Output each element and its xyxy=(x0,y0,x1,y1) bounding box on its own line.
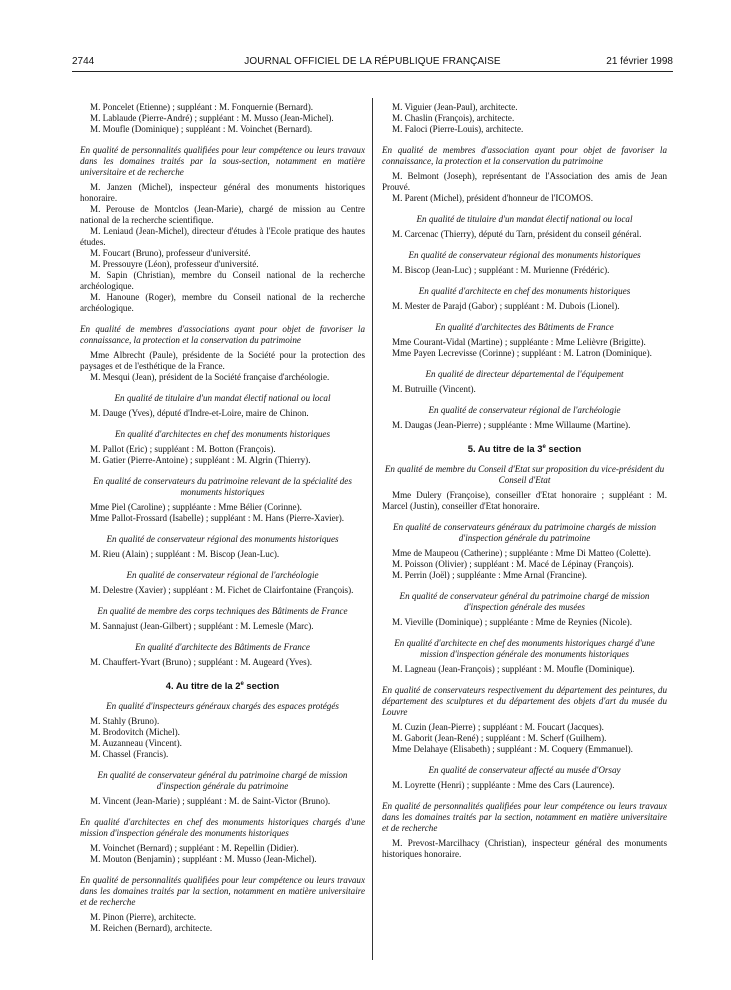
right-column xyxy=(382,102,667,860)
member-entry: M. Leniaud (Jean-Michel), directeur d'études à l'Ecole pratique des hautes études. xyxy=(80,226,365,247)
member-entry: M. Sapin (Christian), membre du Conseil national de la recherche archéologique. xyxy=(80,270,365,291)
category-heading: En qualité de conservateur régional de l'archéologie xyxy=(126,570,319,580)
category-heading: En qualité de membres d'associations ayant pour objet de favoriser la connaissance, la protection et la conservation du patrimoine xyxy=(80,324,365,345)
member-entry: M. Mesqui (Jean), président de la Société française d'archéologie. xyxy=(90,372,330,382)
member-entry: M. Gaborit (Jean-René) ; suppléant : M. Scherf (Guilhem). xyxy=(392,733,607,744)
member-entry: M. Cuzin (Jean-Pierre) ; suppléant : M. Foucart (Jacques). xyxy=(392,722,604,733)
member-entry: M. Pallot (Eric) ; suppléant : M. Botton (François). xyxy=(90,444,276,454)
member-entry: Mme Albrecht (Paule), présidente de la Société pour la protection des paysages et de l'esthétique de la France. xyxy=(80,350,365,371)
category-heading: En qualité de conservateur général du patrimoine chargé de mission d'inspection générale du patrimoine xyxy=(97,770,348,792)
member-entry: M. Vieville (Dominique) ; suppléante : Mme de Reynies (Nicole). xyxy=(392,617,632,628)
member-entry: Mme de Maupeou (Catherine) ; suppléante : Mme Di Matteo (Colette). xyxy=(392,548,651,559)
member-entry: M. Foucart (Bruno), professeur d'université. xyxy=(90,248,251,258)
member-entry: M. Stahly (Bruno). xyxy=(90,716,160,727)
member-entry: M. Mouton (Benjamin) ; suppléant : M. Musso (Jean-Michel). xyxy=(90,854,317,865)
category-heading: En qualité de membre des corps techniques des Bâtiments de France xyxy=(97,606,348,616)
publication-date: 21 février 1998 xyxy=(606,56,673,67)
member-entry: M. Sannajust (Jean-Gilbert) ; suppléant : M. Lemesle (Marc). xyxy=(90,621,314,631)
member-entry: M. Moufle (Dominique) ; suppléant : M. Voinchet (Bernard). xyxy=(90,124,313,134)
member-entry: M. Chaslin (François), architecte. xyxy=(392,113,515,123)
member-entry: M. Voinchet (Bernard) ; suppléant : M. Repellin (Didier). xyxy=(90,843,299,854)
section-heading: 4. Au titre de la 2e section xyxy=(165,680,280,692)
category-heading: En qualité de personnalités qualifiées pour leur compétence ou leurs travaux dans les domaines traités par la section, notamment en matière universitaire et de recherche xyxy=(382,801,667,834)
member-entry: Mme Payen Lecrevisse (Corinne) ; suppléant : M. Latron (Dominique). xyxy=(392,348,652,358)
member-entry: Mme Courant-Vidal (Martine) ; suppléante : Mme Lelièvre (Brigitte). xyxy=(392,337,646,347)
member-entry: M. Parent (Michel), président d'honneur de l'ICOMOS. xyxy=(392,193,594,203)
member-entry: M. Lablaude (Pierre-André) ; suppléant : M. Musso (Jean-Michel). xyxy=(90,113,334,123)
column-divider xyxy=(372,98,373,960)
member-entry: M. Mester de Parajd (Gabor) ; suppléant : M. Dubois (Lionel). xyxy=(392,301,620,311)
member-entry: Mme Piel (Caroline) ; suppléante : Mme Bélier (Corinne). xyxy=(90,502,302,512)
member-entry: M. Pressouyre (Léon), professeur d'université. xyxy=(90,259,259,269)
member-entry: M. Perouse de Montclos (Jean-Marie), chargé de mission au Centre national de la recherche scientifique. xyxy=(80,204,365,225)
member-entry: M. Reichen (Bernard), architecte. xyxy=(90,923,213,934)
member-entry: M. Loyrette (Henri) ; suppléante : Mme des Cars (Laurence). xyxy=(392,780,615,791)
category-heading: En qualité d'architectes en chef des monuments historiques chargés d'une mission d'inspection générale des monuments historiques xyxy=(80,817,365,839)
left-column xyxy=(80,102,365,934)
member-entry: M. Biscop (Jean-Luc) ; suppléant : M. Murienne (Frédéric). xyxy=(392,265,610,275)
member-entry: M. Rieu (Alain) ; suppléant : M. Biscop (Jean-Luc). xyxy=(90,549,280,559)
member-entry: M. Poncelet (Etienne) ; suppléant : M. Fonquernie (Bernard). xyxy=(90,102,313,112)
member-entry: M. Delestre (Xavier) ; suppléant : M. Fichet de Clairfontaine (François). xyxy=(90,585,354,595)
journal-title: JOURNAL OFFICIEL DE LA RÉPUBLIQUE FRANÇAISE xyxy=(244,56,501,67)
category-heading: En qualité de membres d'association ayant pour objet de favoriser la connaissance, la protection et la conservation du patrimoine xyxy=(382,145,667,166)
category-heading: En qualité de conservateur régional des monuments historiques xyxy=(106,534,339,544)
category-heading: En qualité de personnalités qualifiées pour leur compétence ou leurs travaux dans les domaines traités par la sous-section, notamment en matière universitaire et de recherche xyxy=(80,145,365,177)
category-heading: En qualité d'architecte en chef des monuments historiques xyxy=(418,286,631,296)
member-entry: M. Poisson (Olivier) ; suppléant : M. Macé de Lépinay (François). xyxy=(392,559,634,570)
category-heading: En qualité d'inspecteurs généraux chargés des espaces protégés xyxy=(106,701,339,712)
member-entry: M. Vincent (Jean-Marie) ; suppléant : M. de Saint-Victor (Bruno). xyxy=(90,796,331,807)
member-entry: M. Lagneau (Jean-François) ; suppléant : M. Moufle (Dominique). xyxy=(392,664,635,675)
page-number: 2744 xyxy=(72,56,95,67)
member-entry: M. Hanoune (Roger), membre du Conseil national de la recherche archéologique. xyxy=(80,292,365,313)
category-heading: En qualité de conservateur affecté au musée d'Orsay xyxy=(428,765,621,776)
category-heading: En qualité d'architectes des Bâtiments de France xyxy=(435,322,614,332)
category-heading: En qualité d'architecte des Bâtiments de France xyxy=(135,642,310,652)
member-entry: M. Butruille (Vincent). xyxy=(392,384,476,394)
category-heading: En qualité de titulaire d'un mandat électif national ou local xyxy=(114,393,331,403)
member-entry: Mme Delahaye (Elisabeth) ; suppléant : M. Coquery (Emmanuel). xyxy=(392,744,633,755)
member-entry: M. Chassel (Francis). xyxy=(90,749,169,760)
category-heading: En qualité de conservateur régional de l'archéologie xyxy=(428,405,621,415)
member-entry: M. Perrin (Joël) ; suppléante : Mme Arnal (Francine). xyxy=(392,570,587,581)
member-entry: Mme Dulery (Françoise), conseiller d'Etat honoraire ; suppléant : M. Marcel (Justin), conseiller d'Etat honoraire. xyxy=(382,490,667,512)
member-entry: M. Gatier (Pierre-Antoine) ; suppléant : M. Algrin (Thierry). xyxy=(90,455,311,465)
category-heading: En qualité de conservateurs du patrimoine relevant de la spécialité des monuments historiques xyxy=(93,476,352,497)
member-entry: M. Pinon (Pierre), architecte. xyxy=(90,912,197,923)
category-heading: En qualité de directeur départemental de l'équipement xyxy=(425,369,624,379)
category-heading: En qualité d'architectes en chef des monuments historiques xyxy=(114,429,331,439)
header-rule xyxy=(72,71,673,72)
member-entry: M. Viguier (Jean-Paul), architecte. xyxy=(392,102,518,112)
member-entry: M. Prevost-Marcilhacy (Christian), inspecteur général des monuments historiques honoraire. xyxy=(382,838,667,860)
member-entry: Mme Pallot-Frossard (Isabelle) ; suppléant : M. Hans (Pierre-Xavier). xyxy=(90,513,345,523)
member-entry: M. Daugas (Jean-Pierre) ; suppléante : Mme Willaume (Martine). xyxy=(392,420,631,430)
category-heading: En qualité de conservateurs respectivement du département des peintures, du département des sculptures et du département des objets d'art du musée du Louvre xyxy=(382,685,667,718)
member-entry: M. Carcenac (Thierry), député du Tarn, président du conseil général. xyxy=(392,229,642,239)
section-heading: 5. Au titre de la 3e section xyxy=(467,443,582,455)
member-entry: M. Janzen (Michel), inspecteur général des monuments historiques honoraire. xyxy=(80,182,365,203)
member-entry: M. Auzanneau (Vincent). xyxy=(90,738,182,749)
member-entry: M. Dauge (Yves), député d'Indre-et-Loire, maire de Chinon. xyxy=(90,408,309,418)
category-heading: En qualité de conservateur régional des monuments historiques xyxy=(408,250,641,260)
category-heading: En qualité de conservateurs généraux du patrimoine chargés de mission d'inspection générale du patrimoine xyxy=(392,522,657,544)
category-heading: En qualité de titulaire d'un mandat électif national ou local xyxy=(416,214,633,224)
category-heading: En qualité de conservateur général du patrimoine chargé de mission d'inspection générale des musées xyxy=(399,591,650,613)
page-header xyxy=(72,56,673,72)
member-entry: M. Brodovitch (Michel). xyxy=(90,727,180,738)
category-heading: En qualité de membre du Conseil d'Etat sur proposition du vice-président du Conseil d'Etat xyxy=(384,464,665,486)
category-heading: En qualité d'architecte en chef des monuments historiques chargé d'une mission d'inspection générale des monuments historiques xyxy=(394,638,655,660)
member-entry: M. Faloci (Pierre-Louis), architecte. xyxy=(392,124,524,134)
category-heading: En qualité de personnalités qualifiées pour leur compétence ou leurs travaux dans les domaines traités par la section, notamment en matière universitaire et de recherche xyxy=(80,875,365,908)
member-entry: M. Chauffert-Yvart (Bruno) ; suppléant : M. Augeard (Yves). xyxy=(90,657,313,667)
member-entry: M. Belmont (Joseph), représentant de l'Association des amis de Jean Prouvé. xyxy=(382,171,667,192)
